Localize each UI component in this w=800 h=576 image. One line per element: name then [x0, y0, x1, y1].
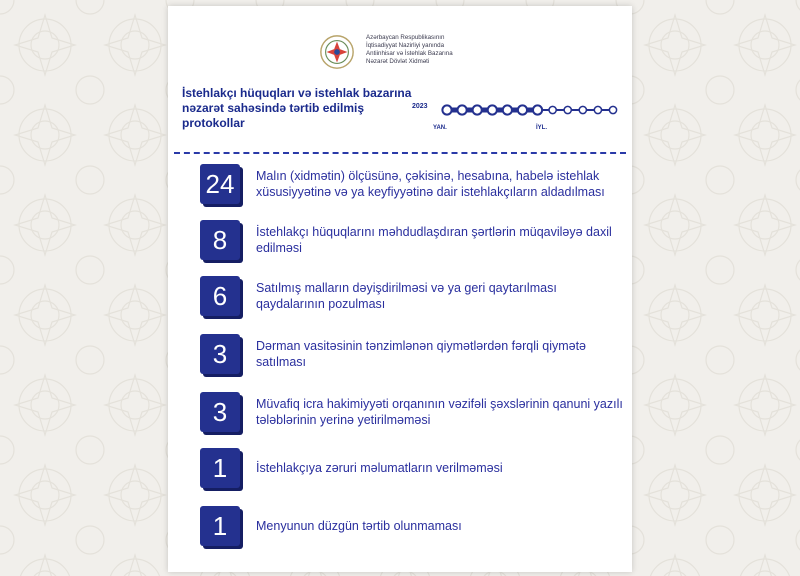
divider — [174, 152, 626, 154]
timeline-month-dot — [518, 105, 527, 114]
agency-line: İqtisadiyyat Nazirliyi yanında — [366, 42, 445, 49]
count-badge: 1 — [200, 506, 240, 546]
timeline-month-dot — [503, 105, 512, 114]
timeline-month-dot — [564, 106, 571, 113]
agency-line: Antiinhisar və İstehlak Bazarına — [366, 50, 453, 57]
item-description: Menyunun düzgün tərtib olunmaması — [256, 519, 462, 533]
item-description: Malın (xidmətin) ölçüsünə, çəkisinə, hesabına, habelə istehlak xüsusiyyətinə və ya keyfiyyətinə dair istehlakçıların aldadılması — [256, 169, 605, 199]
timeline-month-dot — [457, 105, 466, 114]
count-badge: 1 — [200, 448, 240, 488]
list-item — [200, 220, 620, 260]
list-item — [200, 392, 623, 432]
timeline-bar — [441, 103, 619, 117]
timeline-month-dot — [609, 106, 616, 113]
emblem-icon — [318, 32, 356, 72]
item-description: Müvafiq icra hakimiyyəti orqanının vəzifəli şəxslərinin qanuni yazılı tələblərinin yerinə yetirilməməsi — [256, 397, 623, 427]
list-item — [200, 334, 620, 374]
count-badge: 8 — [200, 220, 240, 260]
agency-line: Azərbaycan Respublikasının — [366, 34, 445, 41]
list-item — [200, 448, 620, 488]
item-description: İstehlakçıya zəruri məlumatların verilməməsi — [256, 461, 503, 475]
timeline-month-dot — [442, 105, 451, 114]
timeline-month-dot — [549, 106, 556, 113]
timeline-month-dot — [533, 105, 542, 114]
count-badge: 3 — [200, 334, 240, 374]
timeline-year: 2023 — [412, 103, 428, 110]
item-description: Satılmış malların dəyişdirilməsi və ya geri qaytarılması qaydalarının pozulması — [256, 281, 557, 311]
count-badge: 24 — [200, 164, 240, 204]
agency-line: Nəzarət Dövlət Xidməti — [366, 58, 430, 65]
timeline-month-dot — [488, 105, 497, 114]
timeline-month-dot — [473, 105, 482, 114]
item-description: Dərman vasitəsinin tənzimlənən qiymətlərdən fərqli qiymətə satılması — [256, 339, 587, 369]
timeline-start-label: YAN. — [433, 125, 447, 131]
list-item — [200, 506, 620, 546]
timeline-month-dot — [579, 106, 586, 113]
page-title: İstehlakçı hüquqları və istehlak bazarına nəzarət sahəsində tərtib edilmiş protokollar — [182, 86, 412, 130]
count-badge: 3 — [200, 392, 240, 432]
infographic-card — [168, 6, 632, 572]
list-item — [200, 276, 620, 316]
item-description: İstehlakçı hüquqlarını məhdudlaşdıran şərtlərin müqaviləyə daxil edilməsi — [256, 225, 612, 255]
list-item — [200, 164, 620, 204]
timeline-month-dot — [594, 106, 601, 113]
count-badge: 6 — [200, 276, 240, 316]
timeline-end-label: İYL. — [536, 125, 548, 131]
agency-name — [366, 34, 556, 66]
